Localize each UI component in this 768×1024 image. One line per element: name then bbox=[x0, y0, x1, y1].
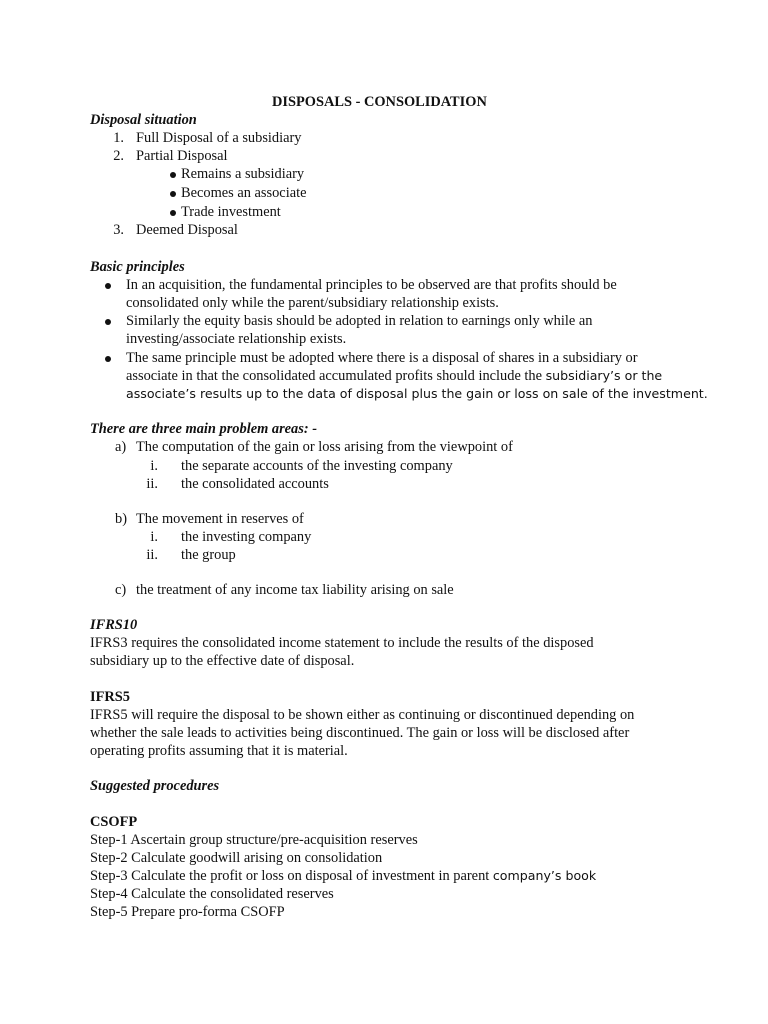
list-item: the treatment of any income tax liability arising on sale bbox=[136, 582, 454, 598]
sub-list-item: the separate accounts of the investing company bbox=[181, 458, 453, 474]
paragraph-line bbox=[126, 367, 662, 385]
paragraph-line: In an acquisition, the fundamental principles to be observed are that profits should be bbox=[126, 277, 617, 293]
bullet-icon bbox=[170, 191, 176, 197]
step-line bbox=[90, 867, 596, 885]
bullet-icon bbox=[105, 319, 111, 325]
section-heading-suggested-procedures: Suggested procedures bbox=[90, 778, 220, 794]
step-line: Step-5 Prepare pro-forma CSOFP bbox=[90, 904, 285, 920]
step-line: Step-4 Calculate the consolidated reserves bbox=[90, 886, 334, 902]
list-item: The computation of the gain or loss arising from the viewpoint of bbox=[136, 439, 513, 455]
list-number: 2. bbox=[113, 148, 124, 164]
bullet-icon bbox=[105, 283, 111, 289]
list-letter: a) bbox=[115, 439, 127, 455]
list-item: The movement in reserves of bbox=[136, 511, 304, 527]
section-heading-basic-principles: Basic principles bbox=[90, 259, 185, 275]
paragraph-line: operating profits assuming that it is material. bbox=[90, 743, 348, 759]
paragraph-line: IFRS3 requires the consolidated income statement to include the results of the disposed bbox=[90, 635, 594, 651]
paragraph-line: whether the sale leads to activities being discontinued. The gain or loss will be disclosed after bbox=[90, 725, 630, 741]
paragraph-line: consolidated only while the parent/subsidiary relationship exists. bbox=[126, 295, 499, 311]
section-heading-csofp: CSOFP bbox=[90, 814, 138, 830]
step-line: Step-1 Ascertain group structure/pre-acquisition reserves bbox=[90, 832, 418, 848]
list-item: Deemed Disposal bbox=[136, 222, 238, 238]
sub-list-item: Remains a subsidiary bbox=[181, 166, 305, 182]
list-letter: b) bbox=[115, 511, 127, 527]
bullet-icon bbox=[105, 356, 111, 362]
bullet-icon bbox=[170, 210, 176, 216]
bullet-icon bbox=[170, 172, 176, 178]
sub-list-item: Trade investment bbox=[181, 204, 281, 220]
section-heading-ifrs5: IFRS5 bbox=[90, 689, 130, 705]
paragraph-line: associate’s results up to the data of disposal plus the gain or loss on sale of the investment. bbox=[126, 386, 708, 401]
sub-list-item: the investing company bbox=[181, 529, 312, 545]
section-heading-disposal-situation: Disposal situation bbox=[90, 112, 197, 128]
list-number: 1. bbox=[113, 130, 124, 146]
paragraph-line: investing/associate relationship exists. bbox=[126, 331, 347, 347]
paragraph-line: subsidiary up to the effective date of disposal. bbox=[90, 653, 355, 669]
section-heading-problem-areas: There are three main problem areas: - bbox=[90, 421, 318, 437]
list-item: Partial Disposal bbox=[136, 148, 228, 164]
paragraph-line: The same principle must be adopted where there is a disposal of shares in a subsidiary or bbox=[126, 350, 638, 366]
sub-list-item: the consolidated accounts bbox=[181, 476, 329, 492]
page-title: DISPOSALS - CONSOLIDATION bbox=[272, 94, 487, 110]
sub-list-item: the group bbox=[181, 547, 236, 563]
text-run: subsidiary’s or the bbox=[545, 368, 663, 383]
text-run: Step-3 Calculate the profit or loss on disposal of investment in parent bbox=[90, 868, 493, 884]
paragraph-line: Similarly the equity basis should be adopted in relation to earnings only while an bbox=[126, 313, 593, 329]
list-number: 3. bbox=[113, 222, 124, 238]
list-item: Full Disposal of a subsidiary bbox=[136, 130, 302, 146]
roman-number: i. bbox=[150, 529, 158, 545]
sub-list-item: Becomes an associate bbox=[181, 185, 307, 201]
text-run: company’s book bbox=[492, 868, 597, 883]
paragraph-line: IFRS5 will require the disposal to be shown either as continuing or discontinued depending on bbox=[90, 707, 635, 723]
roman-number: i. bbox=[150, 458, 158, 474]
list-letter: c) bbox=[115, 582, 127, 598]
step-line: Step-2 Calculate goodwill arising on consolidation bbox=[90, 850, 383, 866]
text-run: associate in that the consolidated accumulated profits should include the bbox=[126, 368, 546, 384]
section-heading-ifrs10: IFRS10 bbox=[90, 617, 138, 633]
roman-number: ii. bbox=[146, 547, 158, 563]
roman-number: ii. bbox=[146, 476, 158, 492]
